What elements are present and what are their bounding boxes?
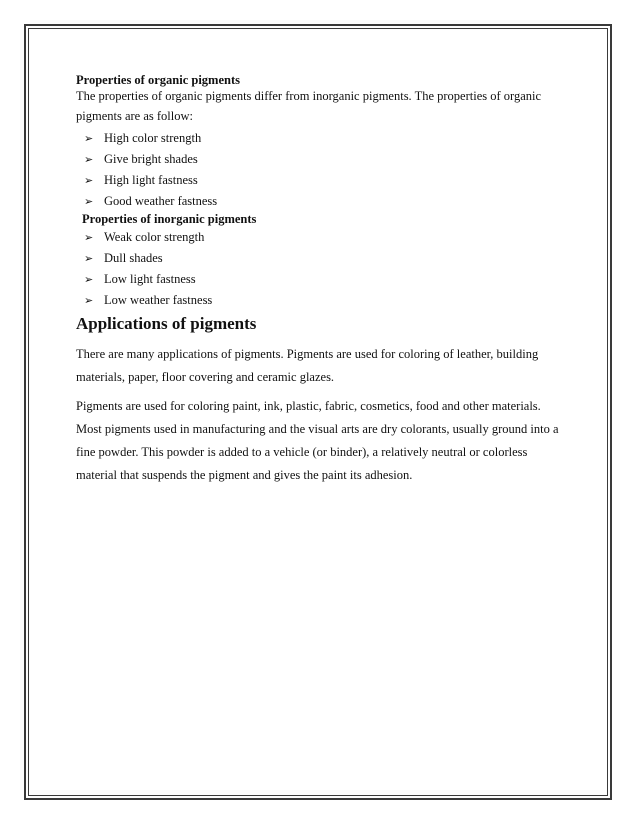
inorganic-list	[76, 227, 576, 311]
paragraph-line: material that suspends the pigment and gives the paint its adhesion.	[76, 468, 413, 482]
list-item	[84, 227, 576, 248]
list-item	[84, 170, 576, 191]
organic-intro-line1: The properties of organic pigments differ from inorganic pigments. The properties of organic	[76, 89, 542, 103]
arrowhead-bullet-icon: ➢	[84, 174, 94, 187]
arrowhead-bullet-icon: ➢	[84, 231, 94, 244]
list-item	[84, 191, 576, 212]
organic-intro-line2: pigments are as follow:	[76, 109, 193, 123]
arrowhead-bullet-icon: ➢	[84, 153, 94, 166]
list-item	[84, 149, 576, 170]
list-item-label: High light fastness	[104, 173, 198, 187]
list-item-label: Low light fastness	[104, 272, 196, 286]
paragraph-line: materials, paper, floor covering and ceramic glazes.	[76, 370, 335, 384]
list-item	[84, 248, 576, 269]
paragraph-line: Pigments are used for coloring paint, ink, plastic, fabric, cosmetics, food and other materials.	[76, 399, 541, 413]
list-item-label: Give bright shades	[104, 152, 198, 166]
arrowhead-bullet-icon: ➢	[84, 252, 94, 265]
list-item-label: Dull shades	[104, 251, 163, 265]
list-item	[84, 128, 576, 149]
applications-paragraph-1	[76, 343, 576, 389]
list-item-label: Good weather fastness	[104, 194, 218, 208]
arrowhead-bullet-icon: ➢	[84, 195, 94, 208]
list-item	[84, 290, 576, 311]
arrowhead-bullet-icon: ➢	[84, 294, 94, 307]
inorganic-heading: Properties of inorganic pigments	[82, 212, 257, 226]
document-content	[76, 72, 576, 493]
paragraph-line: There are many applications of pigments. Pigments are used for coloring of leather, building	[76, 347, 539, 361]
arrowhead-bullet-icon: ➢	[84, 132, 94, 145]
list-item-label: High color strength	[104, 131, 202, 145]
organic-heading: Properties of organic pigments	[76, 73, 240, 87]
paragraph-line: Most pigments used in manufacturing and the visual arts are dry colorants, usually ground into a	[76, 422, 559, 436]
arrowhead-bullet-icon: ➢	[84, 273, 94, 286]
list-item	[84, 269, 576, 290]
list-item-label: Low weather fastness	[104, 293, 213, 307]
paragraph-line: fine powder. This powder is added to a vehicle (or binder), a relatively neutral or colorless	[76, 445, 528, 459]
applications-heading: Applications of pigments	[76, 314, 257, 333]
list-item-label: Weak color strength	[104, 230, 205, 244]
applications-paragraph-2	[76, 395, 576, 487]
organic-list	[76, 128, 576, 212]
